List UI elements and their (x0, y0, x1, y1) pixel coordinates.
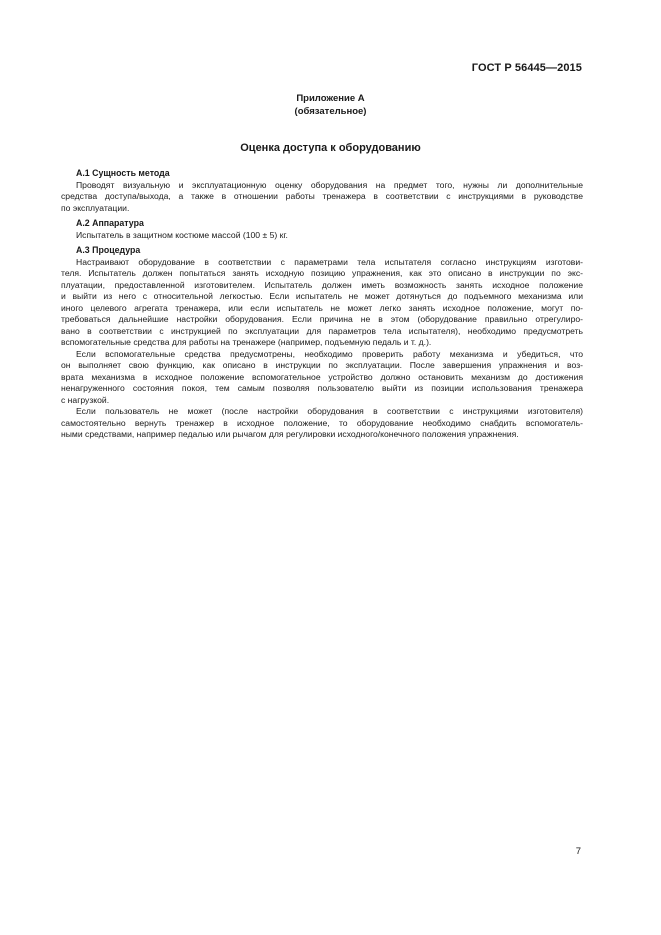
paragraph (61, 180, 583, 215)
paragraph (61, 406, 583, 441)
page-number: 7 (575, 846, 581, 857)
document-body (61, 168, 583, 445)
section (61, 245, 583, 441)
section (61, 218, 583, 241)
text-line: ненагруженного состояния покоя, тем самым позволяя пользователю выйти из позиции использования тренажера (61, 383, 583, 393)
text-line: ными средствами, например педалью или рычагом для регулировки исходного/конечного положения упражнения. (61, 429, 519, 439)
text-line: Если пользователь не может (после настройки оборудования в соответствии с инструкциями изготовителя) (76, 406, 583, 416)
annex-label: Приложение А (296, 93, 365, 104)
text-line: средства доступа/выхода, а также в отношении работы тренажера в соответствии с инструкциями в руководстве (61, 191, 583, 201)
text-line: по эксплуатации. (61, 202, 130, 213)
section-heading: А.3 Процедура (76, 245, 141, 255)
text-line: самостоятельно вернуть тренажер в исходное положение, то оборудование необходимо снабдить вспомогатель- (61, 417, 583, 428)
section (61, 168, 583, 214)
paragraph (61, 349, 583, 407)
text-line: вспомогательные средства для работы на тренажере (например, подъемную педаль и т. д.). (61, 337, 432, 347)
text-line: теля. Испытатель должен попытаться занять исходную позицию упражнения, как это описано в инструкции по экс- (61, 268, 583, 278)
text-line: с нагрузкой. (61, 394, 110, 405)
text-line: Настраивают оборудование в соответствии с параметрами тела испытателя согласно инструкциям изготови- (76, 256, 583, 267)
annex-heading (0, 92, 661, 118)
section-heading: А.2 Аппаратура (76, 218, 144, 228)
text-line: врата механизма в исходное положение вспомогательное устройство должно остановить механизм до достижения (61, 371, 583, 382)
paragraph (61, 230, 583, 242)
text-line: Проводят визуальную и эксплуатационную оценку оборудования на предмет того, нужны ли дополнительные (76, 179, 583, 190)
text-line: плуатации, предоставленной изготовителем. Испытатель должен иметь возможность занять исходное положение (61, 279, 583, 290)
section-heading: А.1 Сущность метода (76, 168, 170, 178)
paragraph (61, 257, 583, 349)
text-line: Испытатель в защитном костюме массой (100 ± 5) кг. (76, 229, 288, 240)
text-line: иного целевого агрегата тренажера, или если испытатель не может легко занять исходное положение, могут по- (61, 302, 583, 313)
annex-title: Оценка доступа к оборудованию (240, 142, 421, 154)
annex-status: (обязательное) (294, 106, 367, 117)
text-line: и выйти из него с относительной легкостью. Если испытатель не может дотянуться до подъемного механизма или (61, 291, 583, 301)
text-line: вано в соответствии с инструкцией по эксплуатации для параметров тела испытателя), необходимо предусмотреть (61, 325, 583, 336)
text-line: Если вспомогательные средства предусмотрены, необходимо проверить работу механизма и убедиться, что (76, 348, 583, 359)
text-line: требоваться дальнейшие настройки оборудования. Если причина не в этом (оборудование правильно отрегулиро- (61, 314, 583, 324)
text-line: он выполняет свою функцию, как описано в инструкции по эксплуатации. После завершения упражнения и воз- (61, 360, 583, 370)
document-code: ГОСТ Р 56445—2015 (471, 62, 582, 74)
